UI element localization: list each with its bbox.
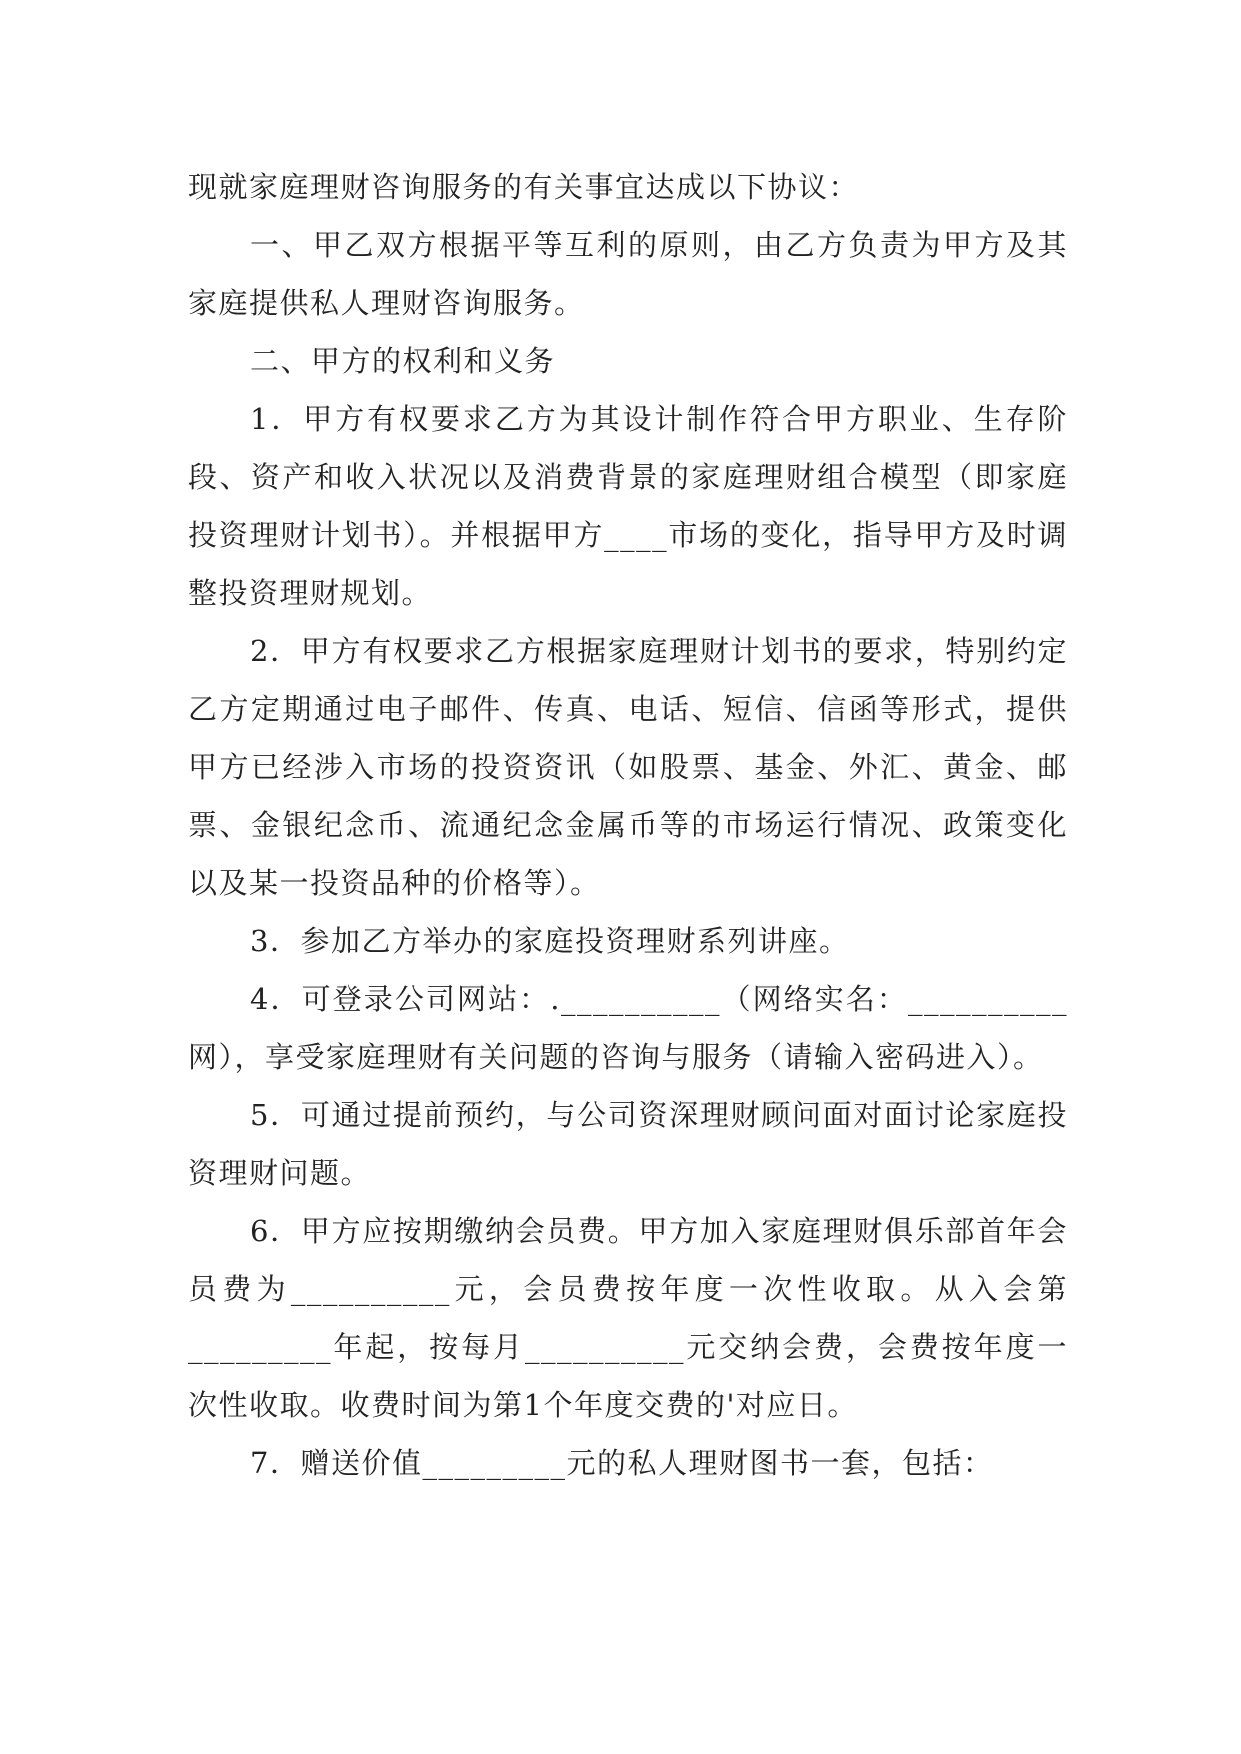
intro-paragraph: 现就家庭理财咨询服务的有关事宜达成以下协议： xyxy=(188,170,860,204)
item-1: 1．甲方有权要求乙方为其设计制作符合甲方职业、生存阶段、资产和收入状况以及消费背景的家庭理财组合模型（即家庭投资理财计划书）。并根据甲方____市场的变化，指导甲方及时调整投资理财规划。 xyxy=(188,402,1068,610)
item-2: 2．甲方有权要求乙方根据家庭理财计划书的要求，特别约定乙方定期通过电子邮件、传真、电话、短信、信函等形式，提供甲方已经涉入市场的投资资讯（如股票、基金、外汇、黄金、邮票、金银纪念币、流通纪念金属币等的市场运行情况、政策变化以及某一投资品种的价格等）。 xyxy=(188,634,1068,900)
item-3: 3．参加乙方举办的家庭投资理财系列讲座。 xyxy=(250,924,850,958)
clause-one: 一、甲乙双方根据平等互利的原则，由乙方负责为甲方及其家庭提供私人理财咨询服务。 xyxy=(188,228,1068,320)
item-4: 4．可登录公司网站：.__________（网络实名：__________网），享受家庭理财有关问题的咨询与服务（请输入密码进入）。 xyxy=(188,982,1068,1074)
agreement-body xyxy=(188,158,1068,1492)
item-5: 5．可通过提前预约，与公司资深理财顾问面对面讨论家庭投资理财问题。 xyxy=(188,1098,1068,1190)
item-6: 6．甲方应按期缴纳会员费。甲方加入家庭理财俱乐部首年会员费为__________元，会员费按年度一次性收取。从入会第_________年起，按每月__________元交纳会费，会费按年度一次性收取。收费时间为第1个年度交费的'对应日。 xyxy=(188,1214,1068,1422)
item-7: 7．赠送价值_________元的私人理财图书一套，包括： xyxy=(250,1446,994,1480)
section-heading-party-a-rights: 二、甲方的权利和义务 xyxy=(250,344,556,378)
